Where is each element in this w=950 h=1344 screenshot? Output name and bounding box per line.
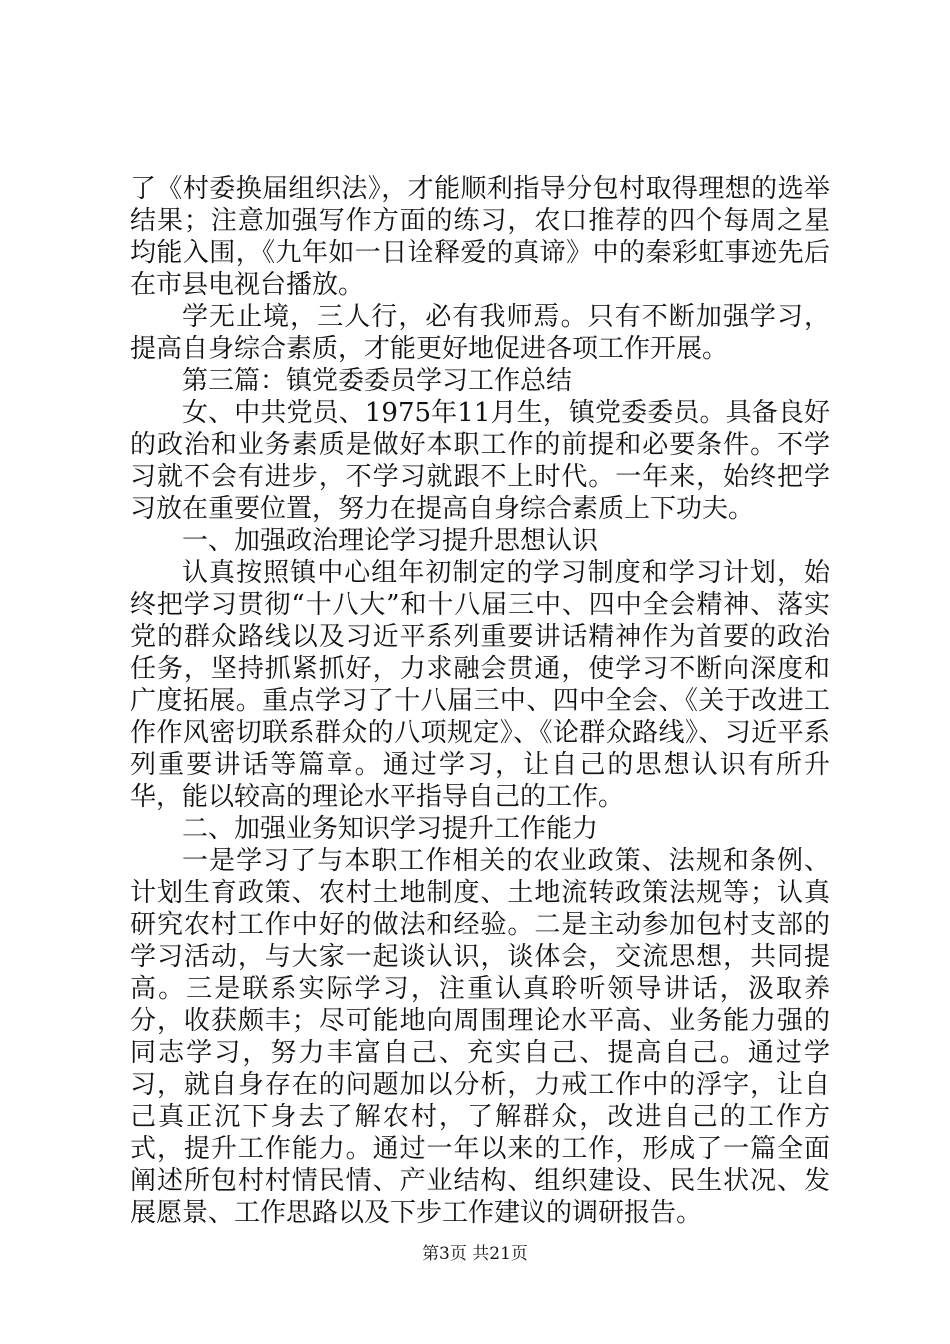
heading-business-knowledge: 二、加强业务知识学习提升工作能力 xyxy=(182,814,599,844)
section-title-part-three: 第三篇：镇党委委员学习工作总结 xyxy=(182,366,573,396)
paragraph-study-endless: 学无止境，三人行，必有我师焉。只有不断加强学习，提高自身综合素质，才能更好地促进各项工作开展。 xyxy=(130,302,830,364)
paragraph-profile: 女、中共党员、1975年11月生，镇党委委员。具备良好的政治和业务素质是做好本职工作的前提和必要条件。不学习就不会有进步，不学习就跟不上时代。一年来，始终把学习放在重要位置，努力在提高自身综合素质上下功夫。 xyxy=(130,398,830,524)
paragraph-business-knowledge: 一是学习了与本职工作相关的农业政策、法规和条例、计划生育政策、农村土地制度、土地流转政策法规等；认真研究农村工作中好的做法和经验。二是主动参加包村支部的学习活动，与大家一起谈认识，谈体会，交流思想，共同提高。三是联系实际学习，注重认真聆听领导讲话，汲取养分，收获颇丰；尽可能地向周围理论水平高、业务能力强的同志学习，努力丰富自己、充实自己、提高自己。通过学习，就自身存在的问题加以分析，力戒工作中的浮字，让自己真正沉下身去了解农村，了解群众，改进自己的工作方式，提升工作能力。通过一年以来的工作，形成了一篇全面阐述所包村村情民情、产业结构、组织建设、民生状况、发展愿景、工作思路以及下步工作建议的调研报告。 xyxy=(130,846,830,1228)
document-body xyxy=(130,173,830,1229)
paragraph-continued: 了《村委换届组织法》，才能顺利指导分包村取得理想的选举结果；注意加强写作方面的练习，农口推荐的四个每周之星均能入围，《九年如一日诠释爱的真谛》中的秦彩虹事迹先后在市县电视台播放。 xyxy=(130,174,830,300)
page-footer: 第3页 共21页 xyxy=(422,1244,528,1264)
paragraph-political-theory: 认真按照镇中心组年初制定的学习制度和学习计划，始终把学习贯彻“十八大”和十八届三中、四中全会精神、落实党的群众路线以及习近平系列重要讲话精神作为首要的政治任务，坚持抓紧抓好，力求融会贯通，使学习不断向深度和广度拓展。重点学习了十八届三中、四中全会、《关于改进工作作风密切联系群众的八项规定》、《论群众路线》、习近平系列重要讲话等篇章。通过学习，让自己的思想认识有所升华，能以较高的理论水平指导自己的工作。 xyxy=(130,558,830,812)
heading-political-theory: 一、加强政治理论学习提升思想认识 xyxy=(182,526,599,556)
